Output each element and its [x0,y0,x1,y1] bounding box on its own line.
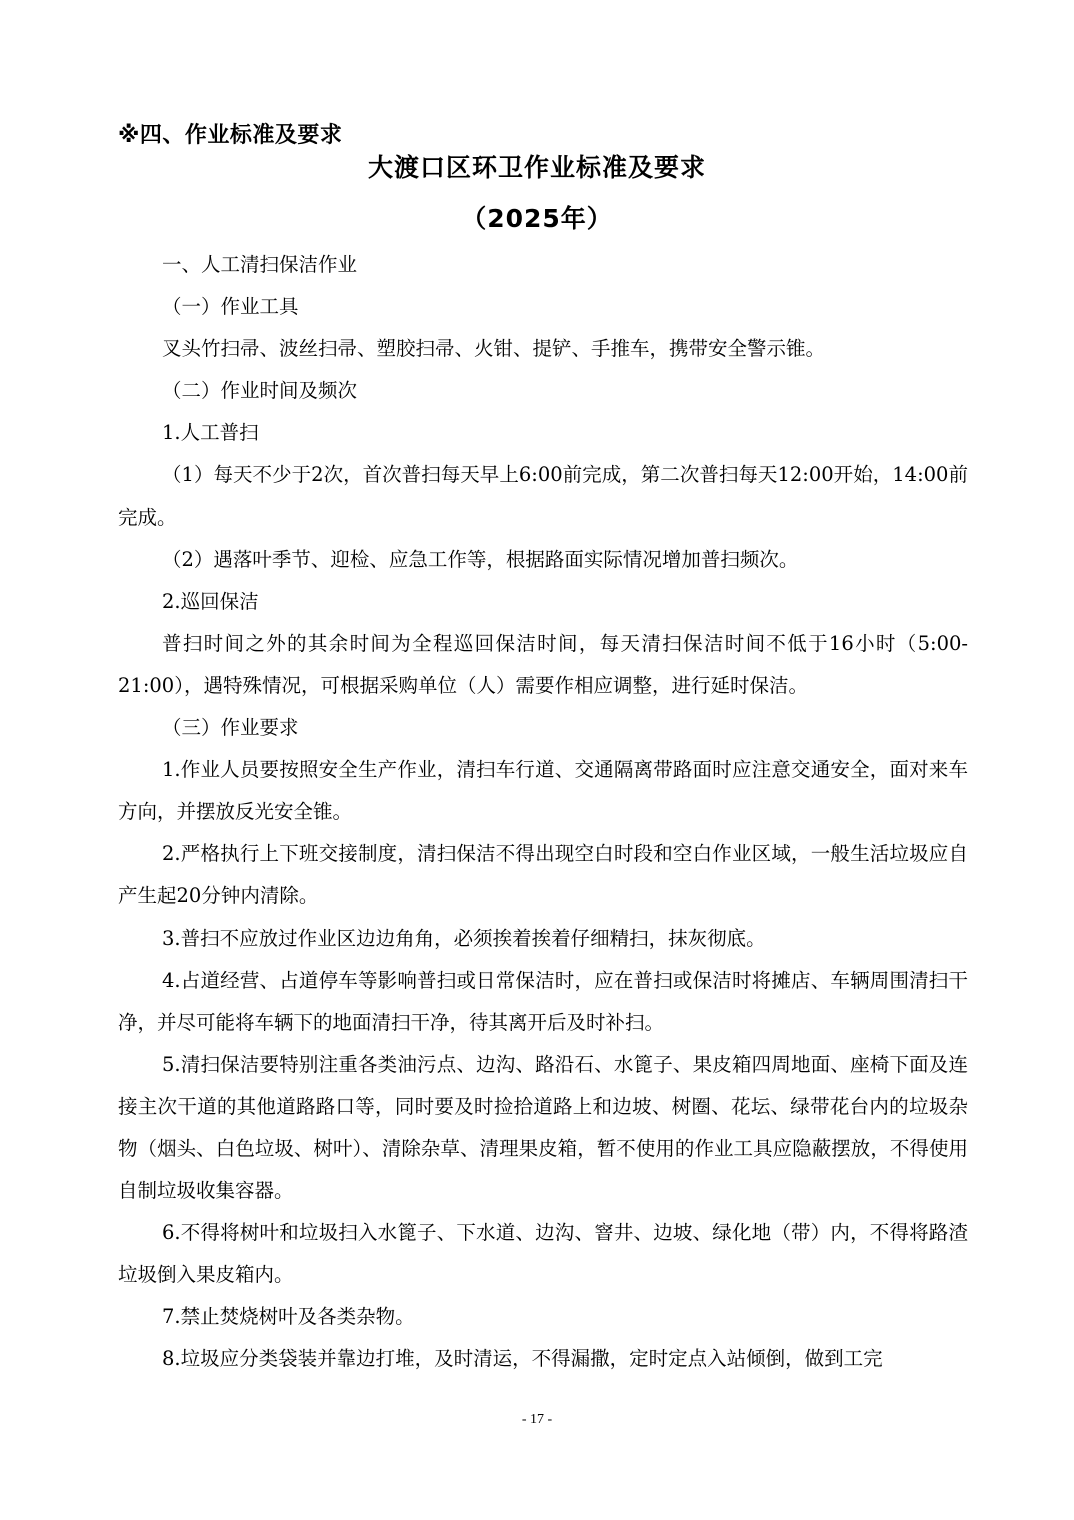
list-item: 6.不得将树叶和垃圾扫入水篦子、下水道、边沟、窨井、边坡、绿化地（带）内，不得将路渣垃圾倒入果皮箱内。 [118,1221,968,1287]
subheading-requirements: （三）作业要求 [162,716,299,740]
paragraph: 普扫时间之外的其余时间为全程巡回保洁时间，每天清扫保洁时间不低于16小时（5:00-21:00），遇特殊情况，可根据采购单位（人）需要作相应调整，进行延时保洁。 [118,631,968,697]
item-heading: 2.巡回保洁 [162,589,259,613]
paragraph: （1）每天不少于2次，首次普扫每天早上6:00前完成，第二次普扫每天12:00开始，14:00前完成。 [118,463,968,529]
subheading-time: （二）作业时间及频次 [162,379,358,403]
heading-1: 一、人工清扫保洁作业 [162,253,358,276]
subheading-tools: （一）作业工具 [162,295,299,319]
document-body [118,244,968,1381]
document-year: （2025年） [461,204,613,233]
item-heading: 1.人工普扫 [162,421,259,445]
paragraph: 叉头竹扫帚、波丝扫帚、塑胶扫帚、火钳、提铲、手推车，携带安全警示锥。 [162,337,826,361]
list-item: 3.普扫不应放过作业区边边角角，必须挨着挨着仔细精扫，抹灰彻底。 [162,926,766,950]
list-item: 1.作业人员要按照安全生产作业，清扫车行道、交通隔离带路面时应注意交通安全，面对来车方向，并摆放反光安全锥。 [118,758,968,824]
section-heading: ※四、作业标准及要求 [118,123,343,148]
list-item: 8.垃圾应分类袋装并靠边打堆，及时清运，不得漏撒，定时定点入站倾倒，做到工完 [162,1347,883,1371]
list-item: 2.严格执行上下班交接制度，清扫保洁不得出现空白时段和空白作业区域，一般生活垃圾应自产生起20分钟内清除。 [118,842,968,908]
paragraph: （2）遇落叶季节、迎检、应急工作等，根据路面实际情况增加普扫频次。 [162,547,799,571]
document-title: 大渡口区环卫作业标准及要求 [367,153,706,182]
list-item: 4.占道经营、占道停车等影响普扫或日常保洁时，应在普扫或保洁时将摊店、车辆周围清扫干净，并尽可能将车辆下的地面清扫干净，待其离开后及时补扫。 [118,968,968,1034]
list-item: 5.清扫保洁要特别注重各类油污点、边沟、路沿石、水篦子、果皮箱四周地面、座椅下面及连接主次干道的其他道路路口等，同时要及时捡拾道路上和边坡、树圈、花坛、绿带花台内的垃圾杂物（烟头、白色垃圾、树叶）、清除杂草、清理果皮箱，暂不使用的作业工具应隐蔽摆放，不得使用自制垃圾收集容器。 [118,1052,968,1203]
page-number: - 17 - [521,1412,553,1427]
list-item: 7.禁止焚烧树叶及各类杂物。 [162,1305,415,1329]
